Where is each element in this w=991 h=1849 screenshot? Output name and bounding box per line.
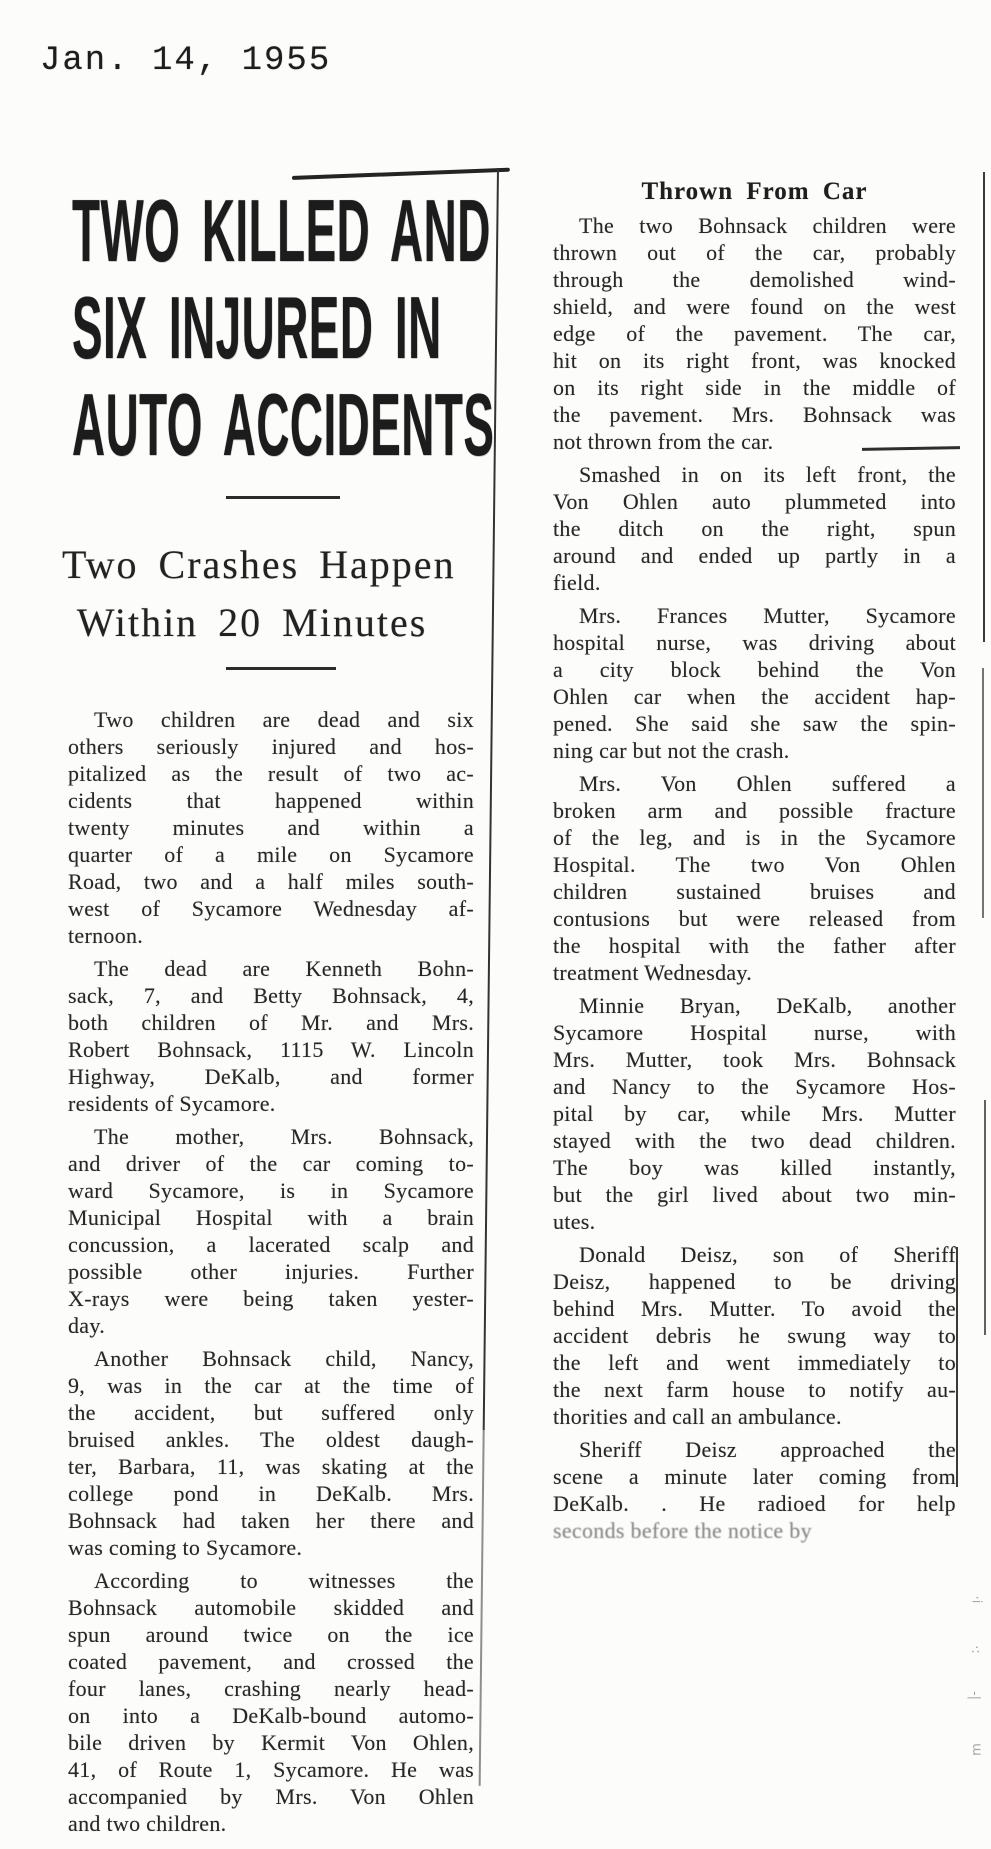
text-line: The boy was killed instantly, xyxy=(553,1155,956,1180)
scan-artifact: -| xyxy=(967,1690,983,1701)
text-line: thorities and call an ambulance. xyxy=(553,1404,842,1429)
text-line: Sheriff Deisz approached the xyxy=(579,1437,956,1462)
text-line: of the leg, and is in the Sycamore xyxy=(553,825,956,850)
paragraph xyxy=(68,706,474,949)
text-line: Smashed in on its left front, the xyxy=(579,462,956,487)
scan-artifact: ·: xyxy=(967,1645,983,1654)
headline-line: TWO KILLED AND xyxy=(72,181,491,280)
scan-artifact: ɯ xyxy=(968,1743,984,1756)
text-line: scene a minute later coming from xyxy=(553,1464,956,1489)
text-line: Von Ohlen auto plummeted into xyxy=(553,489,956,514)
text-line: the hospital with the father after xyxy=(553,933,956,958)
headline-line: AUTO ACCIDENTS xyxy=(72,375,495,474)
text-line: Minnie Bryan, DeKalb, another xyxy=(579,993,956,1018)
subhead xyxy=(62,536,456,652)
text-line: Mrs. Mutter, took Mrs. Bohnsack xyxy=(553,1047,956,1072)
paragraph xyxy=(68,1567,474,1837)
text-line: 41, of Route 1, Sycamore. He was xyxy=(68,1757,474,1782)
subhead-line: Two Crashes Happen xyxy=(62,542,456,587)
date-line: Jan. 14, 1955 xyxy=(40,42,332,80)
text-line: The dead are Kenneth Bohn- xyxy=(94,956,474,981)
text-line: the left and went immediately to xyxy=(553,1350,956,1375)
text-line: pened. She said she saw the spin- xyxy=(553,711,956,736)
text-line: Highway, DeKalb, and former xyxy=(68,1064,474,1089)
paragraph xyxy=(553,992,956,1235)
right-edge-rule xyxy=(956,1247,958,1487)
text-line: Sycamore Hospital nurse, with xyxy=(553,1020,956,1045)
right-column xyxy=(553,176,956,1550)
text-line: Municipal Hospital with a brain xyxy=(68,1205,474,1230)
text-line: and Nancy to the Sycamore Hos- xyxy=(553,1074,956,1099)
text-line: Hospital. The two Von Ohlen xyxy=(553,852,956,877)
text-line: residents of Sycamore. xyxy=(68,1091,276,1116)
text-line: DeKalb. . He radioed for help xyxy=(553,1491,956,1516)
text-line: utes. xyxy=(553,1209,596,1234)
text-line: accident debris he swung way to xyxy=(553,1323,956,1348)
right-edge-rule xyxy=(983,172,985,642)
subhead-rule-bottom xyxy=(226,667,336,670)
left-column xyxy=(68,706,474,1843)
text-line: seconds before the notice by xyxy=(553,1518,812,1543)
right-edge-rule xyxy=(982,668,984,918)
text-line: edge of the pavement. The car, xyxy=(553,321,956,346)
text-line: Robert Bohnsack, 1115 W. Lincoln xyxy=(68,1037,474,1062)
text-line: others seriously injured and hos- xyxy=(68,734,474,759)
subhead-rule-top xyxy=(226,496,340,499)
text-line: and two children. xyxy=(68,1811,227,1836)
text-line: pital by car, while Mrs. Mutter xyxy=(553,1101,956,1126)
text-line: treatment Wednesday. xyxy=(553,960,753,985)
text-line: around and ended up partly in a xyxy=(553,543,956,568)
paragraph xyxy=(553,1241,956,1430)
text-line: but the girl lived about two min- xyxy=(553,1182,956,1207)
text-line: ternoon. xyxy=(68,923,144,948)
text-line: X-rays were being taken yester- xyxy=(68,1286,474,1311)
text-line: broken arm and possible fracture xyxy=(553,798,956,823)
text-line: bile driven by Kermit Von Ohlen, xyxy=(68,1730,474,1755)
clipping-top-border xyxy=(292,168,510,180)
text-line: The two Bohnsack children were xyxy=(579,213,956,238)
text-line: was coming to Sycamore. xyxy=(68,1535,303,1560)
text-line: Another Bohnsack child, Nancy, xyxy=(94,1346,474,1371)
text-line: thrown out of the car, probably xyxy=(553,240,956,265)
text-line: children sustained bruises and xyxy=(553,879,956,904)
text-line: through the demolished wind- xyxy=(553,267,956,292)
text-line: and driver of the car coming to- xyxy=(68,1151,474,1176)
text-line: bruised ankles. The oldest daugh- xyxy=(68,1427,474,1452)
text-line: Bohnsack had taken her there and xyxy=(68,1508,474,1533)
text-line: the accident, but suffered only xyxy=(68,1400,474,1425)
text-line: Two children are dead and six xyxy=(94,707,474,732)
right-edge-rule xyxy=(984,1100,986,1335)
paragraph xyxy=(68,955,474,1117)
text-line: not thrown from the car. xyxy=(553,429,774,454)
text-line: pitalized as the result of two ac- xyxy=(68,761,474,786)
text-line: concussion, a lacerated scalp and xyxy=(68,1232,474,1257)
text-line: Road, two and a half miles south- xyxy=(68,869,474,894)
text-line: ning car but not the crash. xyxy=(553,738,790,763)
text-line: the ditch on the right, spun xyxy=(553,516,956,541)
text-line: Bohnsack automobile skidded and xyxy=(68,1595,474,1620)
text-line: shield, and were found on the west xyxy=(553,294,956,319)
text-line: Donald Deisz, son of Sheriff xyxy=(579,1242,956,1267)
paragraph xyxy=(553,212,956,455)
text-line: on its right side in the middle of xyxy=(553,375,956,400)
text-line: behind Mrs. Mutter. To avoid the xyxy=(553,1296,956,1321)
text-line: Mrs. Frances Mutter, Sycamore xyxy=(579,603,956,628)
text-line: ter, Barbara, 11, was skating at the xyxy=(68,1454,474,1479)
text-line: college pond in DeKalb. Mrs. xyxy=(68,1481,474,1506)
paragraph xyxy=(553,461,956,596)
text-line: a city block behind the Von xyxy=(553,657,956,682)
text-line: hit on its right front, was knocked xyxy=(553,348,956,373)
text-line: The mother, Mrs. Bohnsack, xyxy=(94,1124,474,1149)
text-line: According to witnesses the xyxy=(94,1568,474,1593)
paragraph xyxy=(68,1345,474,1561)
paragraph xyxy=(553,1436,956,1544)
text-line: both children of Mr. and Mrs. xyxy=(68,1010,474,1035)
text-line: day. xyxy=(68,1313,106,1338)
subhead-line: Within 20 Minutes xyxy=(76,600,428,645)
text-line: Ohlen car when the accident hap- xyxy=(553,684,956,709)
text-line: cidents that happened within xyxy=(68,788,474,813)
text-line: west of Sycamore Wednesday af- xyxy=(68,896,474,921)
paragraph xyxy=(553,770,956,986)
headline-line: SIX INJURED IN xyxy=(72,278,442,377)
text-line: accompanied by Mrs. Von Ohlen xyxy=(68,1784,474,1809)
section-heading: Thrown From Car xyxy=(641,178,868,205)
text-line: coated pavement, and crossed the xyxy=(68,1649,474,1674)
text-line: four lanes, crashing nearly head- xyxy=(68,1676,474,1701)
paragraph xyxy=(553,602,956,764)
text-line: on into a DeKalb-bound automo- xyxy=(68,1703,474,1728)
text-line: field. xyxy=(553,570,601,595)
text-line: 9, was in the car at the time of xyxy=(68,1373,474,1398)
text-line: ward Sycamore, is in Sycamore xyxy=(68,1178,474,1203)
text-line: quarter of a mile on Sycamore xyxy=(68,842,474,867)
text-line: stayed with the two dead children. xyxy=(553,1128,956,1153)
text-line: Deisz, happened to be driving xyxy=(553,1269,956,1294)
text-line: Mrs. Von Ohlen suffered a xyxy=(579,771,956,796)
text-line: spun around twice on the ice xyxy=(68,1622,474,1647)
text-line: the next farm house to notify au- xyxy=(553,1377,956,1402)
text-line: possible other injuries. Further xyxy=(68,1259,474,1284)
text-line: twenty minutes and within a xyxy=(68,815,474,840)
text-line: hospital nurse, was driving about xyxy=(553,630,956,655)
text-line: contusions but were released from xyxy=(553,906,956,931)
text-line: the pavement. Mrs. Bohnsack was xyxy=(553,402,956,427)
paragraph xyxy=(68,1123,474,1339)
scan-artifact: ·i xyxy=(968,1595,984,1604)
text-line: sack, 7, and Betty Bohnsack, 4, xyxy=(68,983,474,1008)
